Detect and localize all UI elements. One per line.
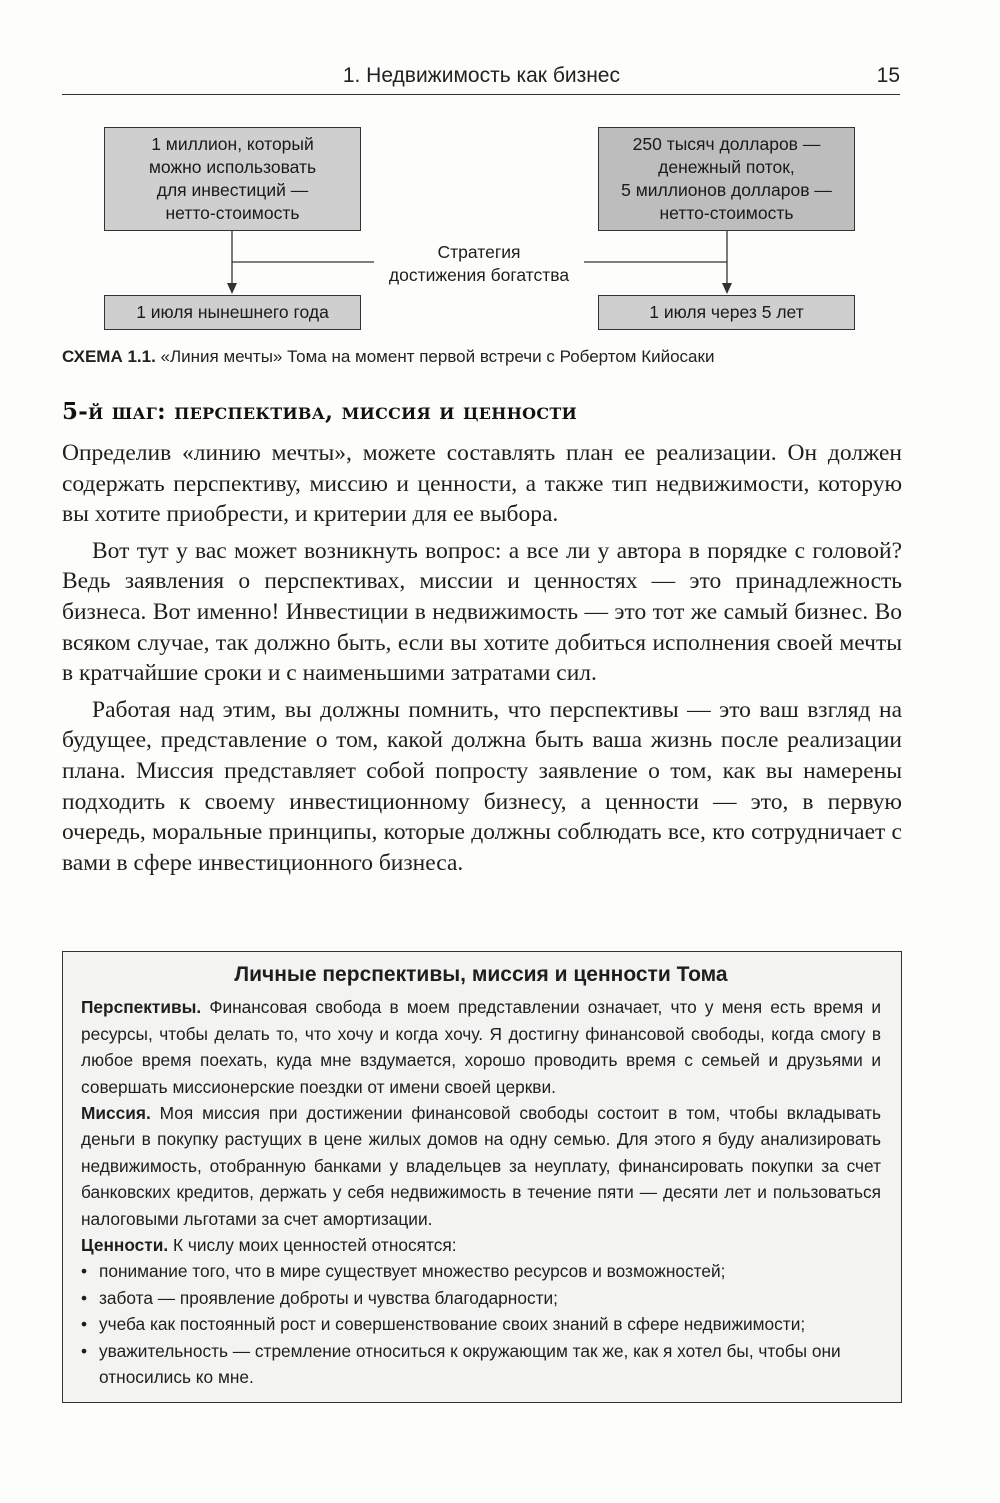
vision-paragraph <box>81 994 881 1100</box>
list-item: • понимание того, что в мире существует множество ресурсов и возможностей; <box>81 1258 881 1284</box>
start-date-text: 1 июля нынешнего года <box>136 302 329 322</box>
values-label: Ценности. <box>81 1235 169 1256</box>
sidebar-box <box>62 951 902 1403</box>
start-networth-text: 1 миллион, который можно использовать для инвестиций — нетто-стоимость <box>148 134 317 223</box>
paragraph: Определив «линию мечты», можете составлять план ее реализации. Он должен содержать перспективу, миссию и ценности, а также тип недвижимости, которую вы хотите приобрести, и критерии для ее выбора. <box>62 440 902 528</box>
vision-label: Перспективы. <box>81 997 202 1018</box>
list-item: • забота — проявление доброты и чувства благодарности; <box>81 1285 881 1311</box>
values-paragraph <box>81 1232 881 1258</box>
list-item: • уважительность — стремление относиться к окружающим так же, как я хотел бы, чтобы они относились ко мне. <box>81 1338 881 1391</box>
mission-label: Миссия. <box>81 1103 151 1124</box>
goal-date-box <box>598 295 855 330</box>
goal-networth-box <box>598 127 855 231</box>
sidebar-title: Личные перспективы, миссия и ценности Тома <box>234 963 728 986</box>
paragraph: Вот тут у вас может возникнуть вопрос: а все ли у автора в порядке с головой? Ведь заявления о перспективах, миссии и ценностях — это принадлежность бизнеса. Вот именно! Инвестиции в недвижимость — это тот же самый бизнес. Во всяком случае, так должно быть, если вы хотите добиться исполнения своей мечты в кратчайшие сроки и с наименьшими затратами сил. <box>62 537 902 687</box>
caption-label: СХЕМА 1.1. <box>62 347 156 366</box>
right-arrowhead <box>722 283 732 294</box>
left-arrowhead <box>227 283 237 294</box>
page-number: 15 <box>876 64 900 87</box>
start-networth-box <box>104 127 361 231</box>
start-date-box <box>104 295 361 330</box>
caption-text: «Линия мечты» Тома на момент первой встречи с Робертом Кийосаки <box>155 347 715 366</box>
chapter-title: 1. Недвижимость как бизнес <box>342 64 620 87</box>
mission-paragraph <box>81 1100 881 1232</box>
section-heading: 5-й шаг: перспектива, миссия и ценности <box>62 398 578 425</box>
body-text <box>62 438 902 878</box>
mission-text: Моя миссия при достижении финансовой свободы состоит в том, чтобы вкладывать деньги в покупку растущих в цене жилых домов на одну семью. Для этого я буду анализировать недвижимость, отобранную банками у владельцев за неуплату, финансировать покупки за счет банковских кредитов, держать у себя недвижимость в течение пяти — десяти лет и пользоваться налоговыми льготами за счет амортизации. <box>81 1103 881 1229</box>
paragraph: Работая над этим, вы должны помнить, что перспективы — это ваш взгляд на будущее, представление о том, какой должна быть ваша жизнь после реализации плана. Миссия представляет собой попросту заявление о том, как вы намерены подходить к своему инвестиционному бизнесу, а ценности — это, в первую очередь, моральные принципы, которые должны соблюдать все, кто сотрудничает с вами в сфере инвестиционного бизнеса. <box>62 696 902 876</box>
values-list <box>81 1258 881 1390</box>
vision-text: Финансовая свобода в моем представлении означает, что у меня есть время и ресурсы, чтобы делать то, что хочу и когда хочу. Я достигну финансовой свободы, когда смогу в любое время поехать, куда мне вздумается, хорошо проводить время с семьей и друзьями и совершать миссионерские поездки от имени своей церкви. <box>81 997 881 1097</box>
diagram-caption <box>62 347 902 367</box>
list-item: • учеба как постоянный рост и совершенствование своих знаний в сфере недвижимости; <box>81 1311 881 1337</box>
values-text: К числу моих ценностей относятся: <box>168 1235 457 1256</box>
goal-date-text: 1 июля через 5 лет <box>649 302 804 322</box>
goal-networth-text: 250 тысяч долларов — денежный поток, 5 миллионов долларов — нетто-стоимость <box>621 134 832 223</box>
strategy-label: Стратегия достижения богатства <box>388 242 570 285</box>
